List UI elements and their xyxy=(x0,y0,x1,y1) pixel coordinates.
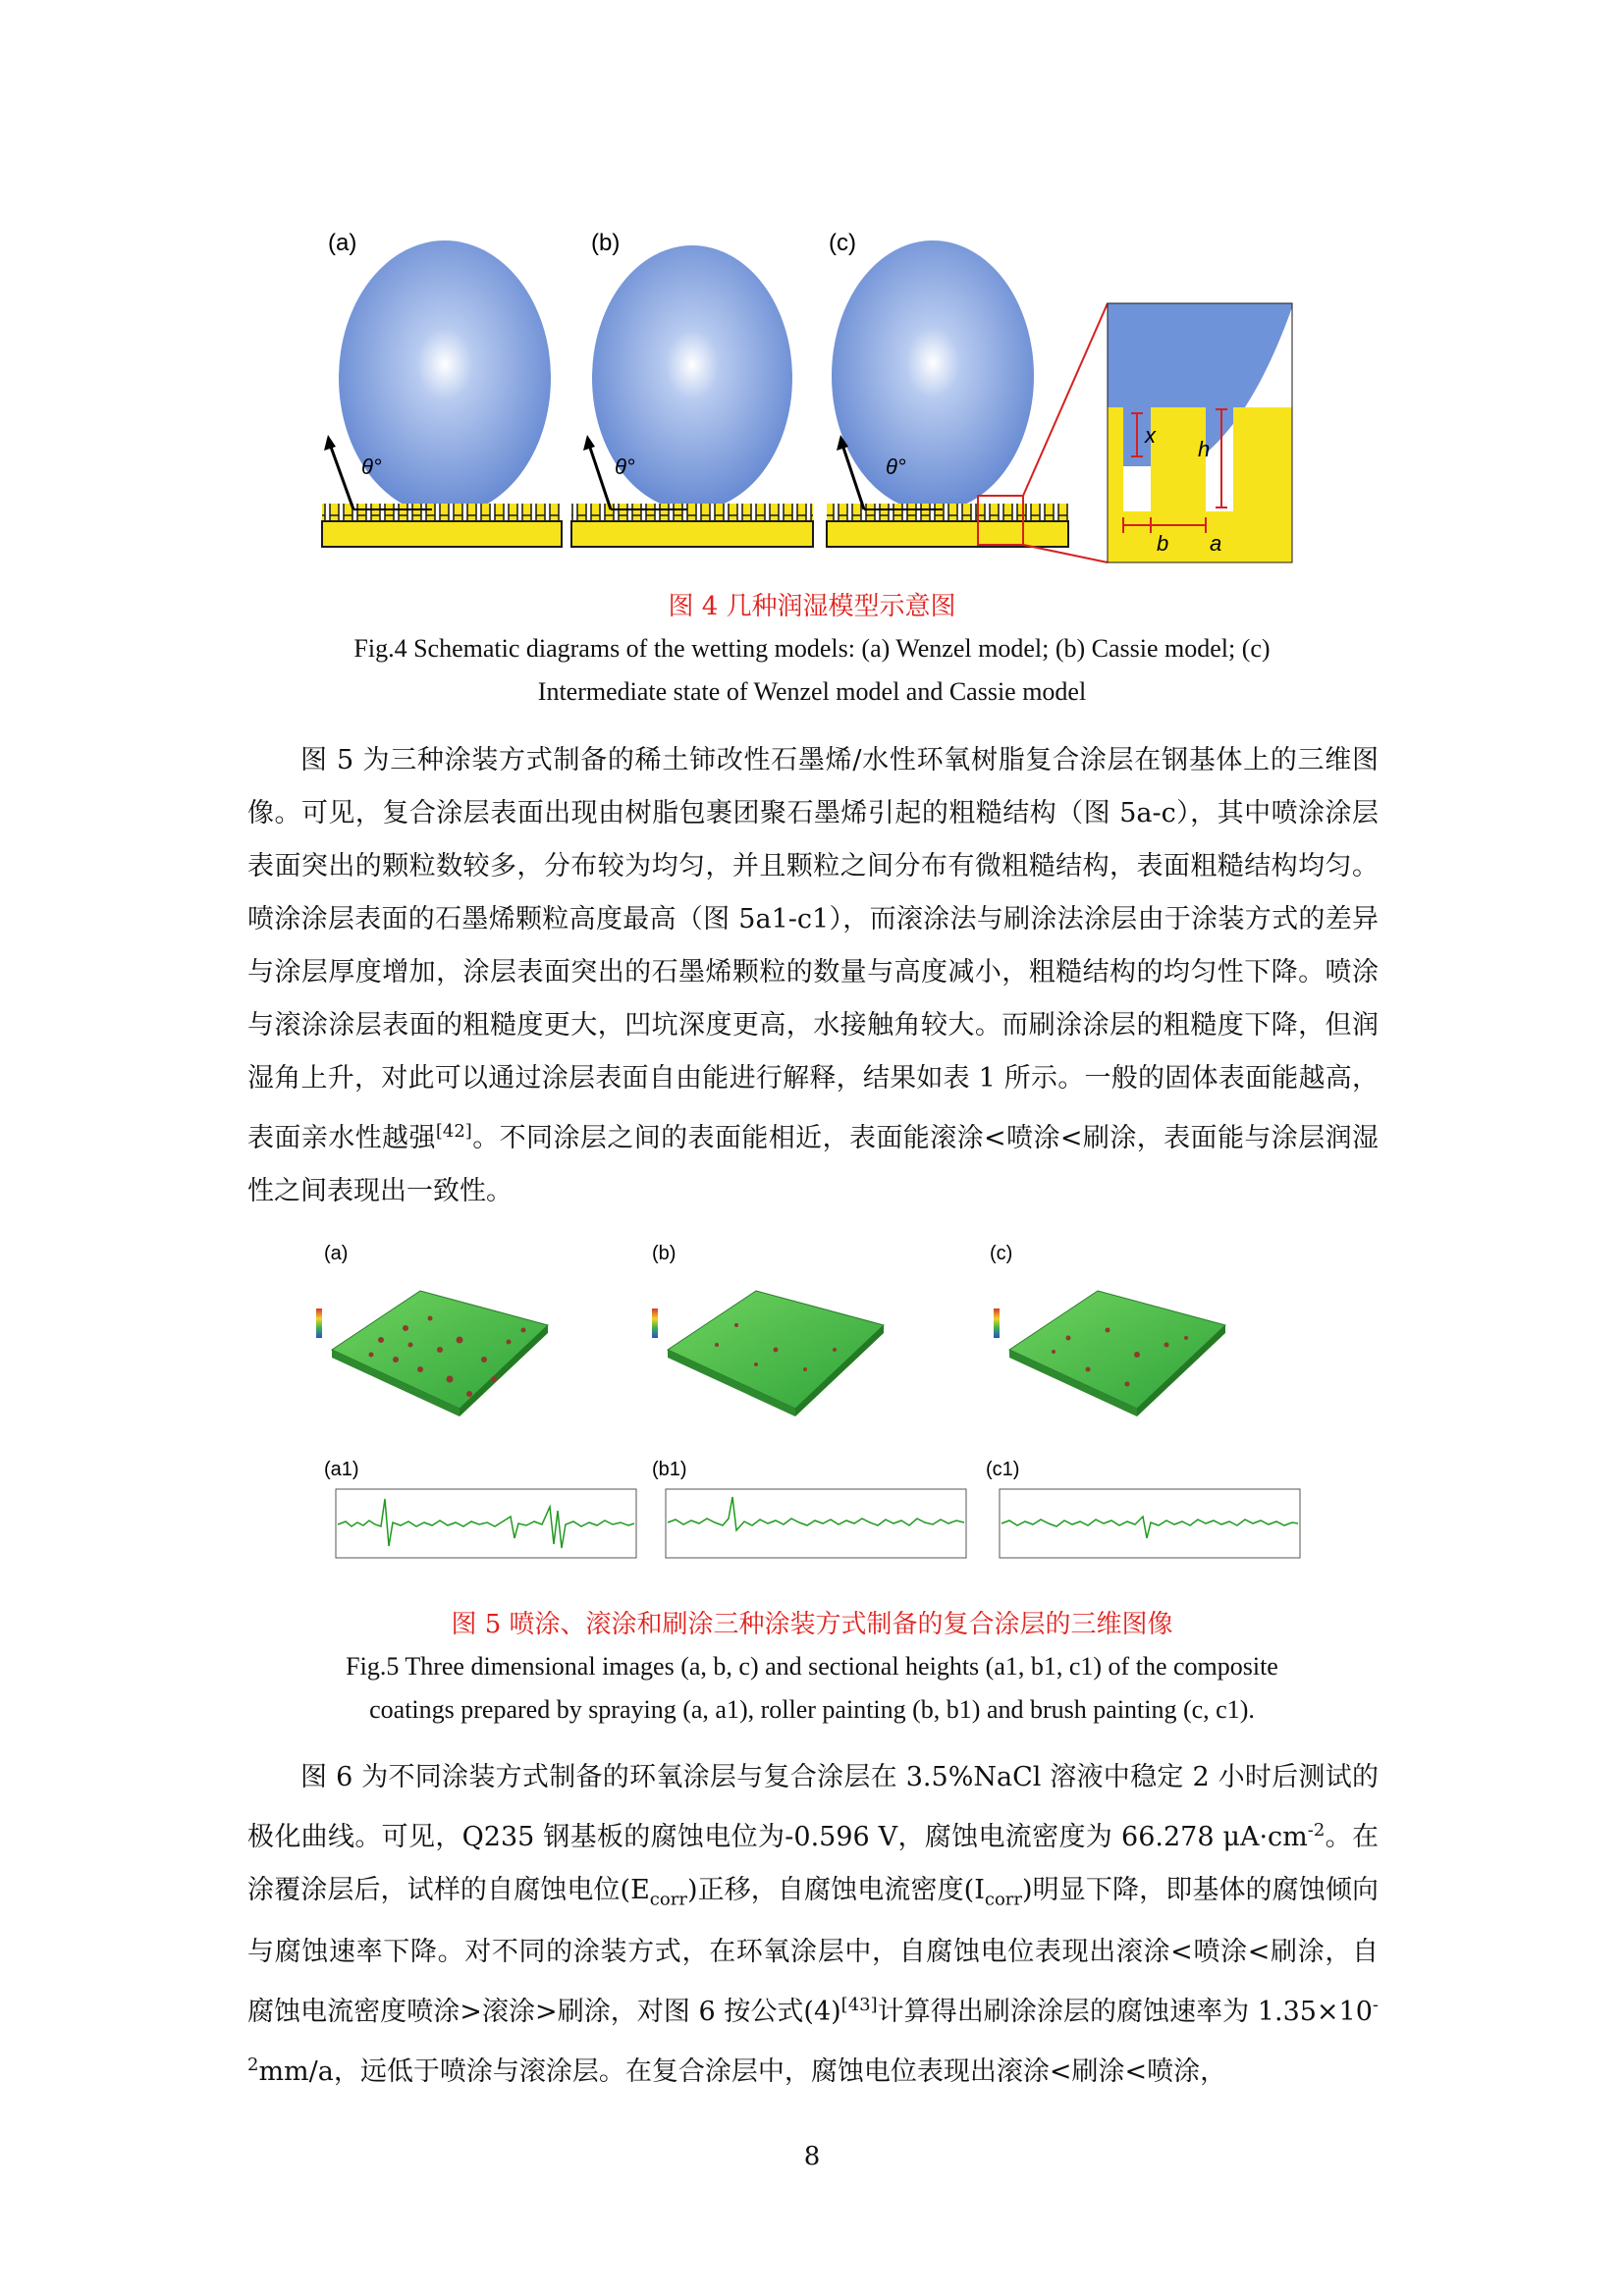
figure-4-caption-cn: 图 4 几种润湿模型示意图 xyxy=(668,592,956,621)
profile-a1 xyxy=(324,1459,636,1558)
paragraph-1-tail: 。不同涂层之间的表面能相近，表面能滚涂<喷涂<刷涂，表面能与涂层润湿性之间表现出一致性。 xyxy=(247,1123,1380,1206)
intermediate-panel xyxy=(827,240,1108,562)
figure-4-caption-en-line2: Intermediate state of Wenzel model and Cassie model xyxy=(537,677,1087,706)
body-paragraph-1 xyxy=(247,734,1379,1218)
droplet-c xyxy=(832,240,1034,511)
figure-5-caption-en xyxy=(0,1645,1624,1732)
panel-label-a: (a) xyxy=(324,1243,349,1264)
substrate-b xyxy=(571,521,813,547)
surface-3d-a xyxy=(316,1243,548,1416)
figure-5-caption-cn: 图 5 喷涂、滚涂和刷涂三种涂装方式制备的复合涂层的三维图像 xyxy=(451,1610,1173,1639)
zoom-inset xyxy=(1108,303,1292,562)
inset-label-b: b xyxy=(1157,531,1169,556)
panel-label-b: (b) xyxy=(652,1243,677,1264)
panel-label-a: (a) xyxy=(328,230,357,256)
contact-angle-c: θ° xyxy=(886,454,906,479)
panel-label-c: (c) xyxy=(829,230,856,256)
paragraph-2-s2: 。在涂覆涂层后，试样的自腐蚀电位(E xyxy=(247,1822,1379,1905)
body-paragraph-2 xyxy=(247,1751,1379,2099)
contact-angle-a: θ° xyxy=(361,454,382,479)
icorr-subscript: corr xyxy=(984,1889,1023,1910)
inset-label-h: h xyxy=(1198,437,1211,461)
ecorr-subscript: corr xyxy=(649,1889,687,1910)
unit-exponent: -2 xyxy=(1307,1820,1326,1841)
citation-42: [42] xyxy=(435,1121,472,1142)
panel-label-c1: (c1) xyxy=(986,1459,1020,1480)
panel-label-a1: (a1) xyxy=(324,1459,359,1480)
contact-angle-b: θ° xyxy=(615,454,635,479)
figure-4-caption-en-line1: Fig.4 Schematic diagrams of the wetting models: (a) Wenzel model; (b) Cassie model; (c) xyxy=(353,634,1271,663)
inset-label-x: x xyxy=(1145,423,1156,448)
paragraph-2-s6: mm/a，远低于喷涂与滚涂层。在复合涂层中，腐蚀电位表现出滚涂<刷涂<喷涂， xyxy=(258,2056,1227,2088)
wenzel-panel xyxy=(322,240,562,547)
figure-5-caption-en-line1: Fig.5 Three dimensional images (a, b, c) and sectional heights (a1, b1, c1) of the composite xyxy=(346,1652,1278,1681)
paragraph-1-text: 图 5 为三种涂装方式制备的稀土铈改性石墨烯/水性环氧树脂复合涂层在钢基体上的三维图像。可见，复合涂层表面出现由树脂包裹团聚石墨烯引起的粗糙结构（图 5a-c），其中喷涂涂层表面突出的颗粒数较多，分布较为均匀，并且颗粒之间分布有微粗糙结构，表面粗糙结构均匀。喷涂涂层表面的石墨烯颗粒高度最高（图 5a1-c1），而滚涂法与刷涂法涂层由于涂装方式的差异与涂层厚度增加，涂层表面突出的石墨烯颗粒的数量与高度减小，粗糙结构的均匀性下降。喷涂与滚涂涂层表面的粗糙度更大，凹坑深度更高，水接触角较大。而刷涂涂层的粗糙度下降，但润湿角上升，对此可以通过涂层表面自由能进行解释，结果如表 1 所示。一般的固体表面能越高，表面亲水性越强 xyxy=(247,745,1379,1153)
substrate-a xyxy=(322,521,562,547)
cassie-panel xyxy=(571,245,813,547)
surface-3d-b xyxy=(652,1243,884,1416)
paragraph-2-s5: 计算得出刷涂涂层的腐蚀速率为 1.35×10 xyxy=(877,1997,1373,2028)
figure-4 xyxy=(314,221,1335,569)
inset-label-a: a xyxy=(1210,531,1222,556)
panel-label-b1: (b1) xyxy=(652,1459,687,1480)
figure-5 xyxy=(312,1232,1324,1575)
rate-exponent: -2 xyxy=(247,1995,1379,2076)
panel-label-c: (c) xyxy=(990,1243,1013,1264)
citation-43: [43] xyxy=(840,1995,878,2016)
paragraph-2-s3: )正移，自腐蚀电流密度(I xyxy=(686,1875,985,1905)
panel-label-b: (b) xyxy=(591,230,621,256)
paragraph-2-s4: )明显下降，即基体的腐蚀倾向与腐蚀速率下降。对不同的涂装方式，在环氧涂层中，自腐蚀电位表现出滚涂<喷涂<刷涂，自腐蚀电流密度喷涂>滚涂>刷涂，对图 6 按公式(4) xyxy=(247,1875,1379,2028)
profile-c1 xyxy=(986,1459,1300,1558)
substrate-c xyxy=(827,521,1068,547)
surface-3d-c xyxy=(990,1243,1225,1416)
figure-5-caption-en-line2: coatings prepared by spraying (a, a1), roller painting (b, b1) and brush painting (c, c1). xyxy=(369,1695,1255,1724)
paragraph-2-s1: 图 6 为不同涂装方式制备的环氧涂层与复合涂层在 3.5%NaCl 溶液中稳定 2 小时后测试的极化曲线。可见，Q235 钢基板的腐蚀电位为-0.596 V，腐蚀电流密度为 66.278 μA·cm xyxy=(247,1762,1379,1852)
figure-4-caption-en xyxy=(0,627,1624,714)
profile-b1 xyxy=(652,1459,966,1558)
page-number: 8 xyxy=(803,2142,821,2171)
